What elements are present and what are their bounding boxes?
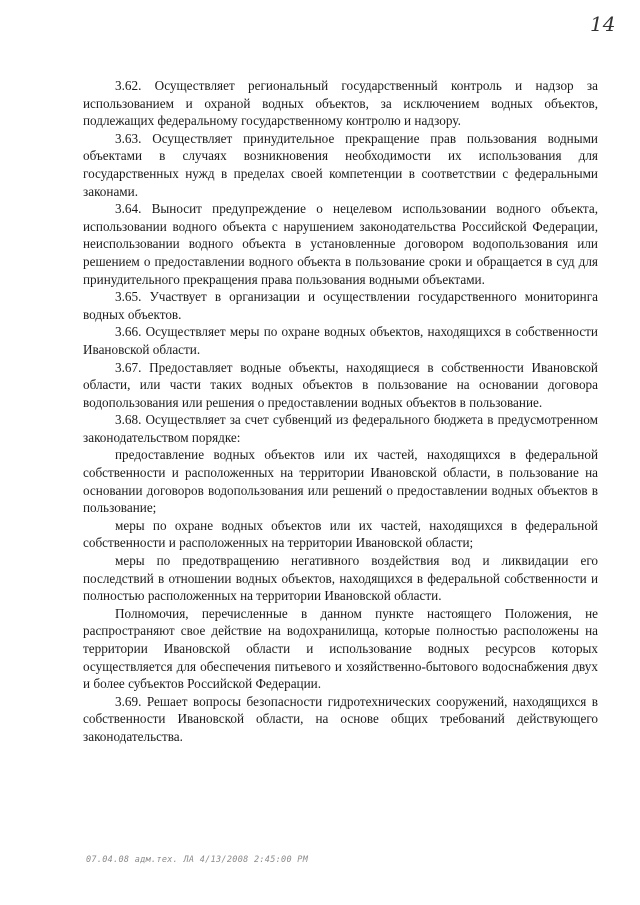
paragraph-powers-note: Полномочия, перечисленные в данном пункте настоящего Положения, не распространяют свое действие на водохранилища, которые полностью расположены на территории Ивановской области и использование водных ресурсов которых осуществляется для обеспечения питьевого и хозяйственно-бытового водоснабжения двух и более субъектов Российской Федерации.	[83, 605, 598, 692]
list-item-protection: меры по охране водных объектов или их частей, находящихся в федеральной собственности и расположенных на территории Ивановской области;	[83, 517, 598, 551]
document-body	[83, 77, 598, 746]
paragraph-3-69: 3.69. Решает вопросы безопасности гидротехнических сооружений, находящихся в собственности Ивановской области, на основе общих требований действующего законодательства.	[83, 693, 598, 744]
paragraph-3-66: 3.66. Осуществляет меры по охране водных объектов, находящихся в собственности Ивановской области.	[83, 324, 598, 357]
paragraph-3-65: 3.65. Участвует в организации и осуществлении государственного мониторинга водных объектов.	[83, 289, 598, 322]
list-item-prevention: меры по предотвращению негативного воздействия вод и ликвидации его последствий в отношении водных объектов, находящихся в федеральной собственности и полностью расположенных на территории Ивановской области.	[83, 553, 598, 604]
list-item-provision: предоставление водных объектов или их частей, находящихся в федеральной собственности и расположенных на территории Ивановской области, в пользование на основании договоров водопользования или решений о предоставлении водных объектов в пользование;	[83, 447, 598, 516]
paragraph-3-67: 3.67. Предоставляет водные объекты, находящиеся в собственности Ивановской области, или части таких водных объектов в пользование на основании договора водопользования или решения о предоставлении водных объектов в пользование.	[83, 359, 598, 410]
paragraph-3-63: 3.63. Осуществляет принудительное прекращение прав пользования водными объектами в случаях возникновения необходимости их использования для государственных нужд в пределах своей компетенции в соответствии с федеральными законами.	[83, 130, 598, 199]
page-number: 14	[590, 12, 616, 36]
footer-stamp: 07.04.08 адм.тех. ЛА 4/13/2008 2:45:00 PM	[86, 855, 309, 865]
paragraph-3-68: 3.68. Осуществляет за счет субвенций из федерального бюджета в предусмотренном законодательством порядке:	[83, 412, 598, 445]
paragraph-3-62: 3.62. Осуществляет региональный государственный контроль и надзор за использованием и охраной водных объектов, за исключением водных объектов, подлежащих федеральному государственному контролю и надзору.	[83, 78, 598, 129]
paragraph-3-64: 3.64. Выносит предупреждение о нецелевом использовании водного объекта, использовании водного объекта с нарушением законодательства Российской Федерации, неиспользовании водного объекта в установленные договором водопользования или решением о предоставлении водного объекта в пользование сроки и обращается в суд для принудительного прекращения права пользования водными объектами.	[83, 201, 598, 287]
